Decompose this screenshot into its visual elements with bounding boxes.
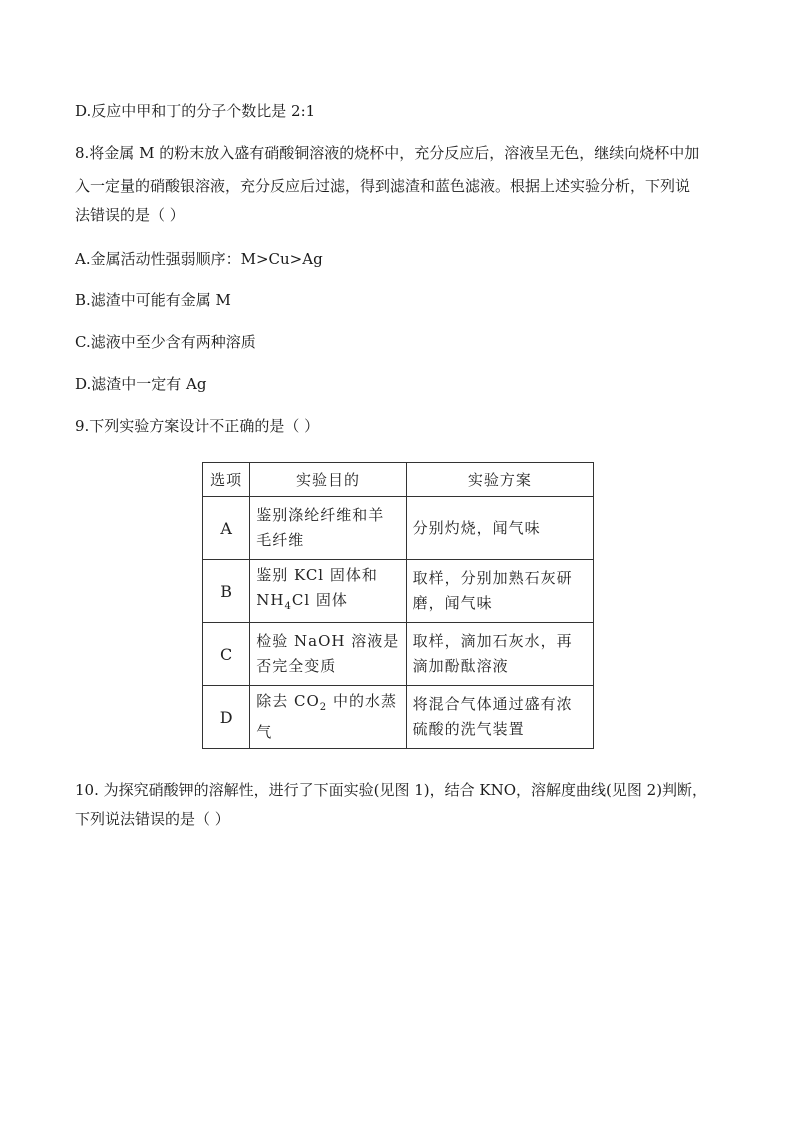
row-a-goal: 鉴别涤纶纤维和羊毛纤维 — [250, 497, 406, 560]
q8-option-d: D.滤渣中一定有 Ag — [75, 375, 207, 393]
q9-stem: 9.下列实验方案设计不正确的是（ ） — [75, 417, 320, 435]
row-b-goal-post: Cl 固体 — [291, 591, 348, 609]
row-b-goal-pre: 鉴别 KCl 固体和 NH — [256, 566, 378, 609]
q8-stem-line-3: 法错误的是（ ） — [75, 206, 185, 224]
row-d-goal — [250, 686, 406, 749]
q8-option-a: A.金属活动性强弱顺序：M>Cu>Ag — [75, 250, 323, 268]
q8-stem-line-1: 8.将金属 M 的粉末放入盛有硝酸铜溶液的烧杯中，充分反应后，溶液呈无色，继续向烧杯中加 — [75, 144, 700, 162]
row-d-goal-post: 中的水蒸气 — [256, 692, 397, 741]
q9-experiment-table-wrapper — [202, 462, 594, 749]
row-d-option: D — [203, 686, 250, 749]
q8-stem-line-2: 入一定量的硝酸银溶液，充分反应后过滤，得到滤渣和蓝色滤液。根据上述实验分析，下列说 — [75, 177, 691, 195]
q9-experiment-table — [202, 462, 594, 749]
row-a-option: A — [203, 497, 250, 560]
table-row — [203, 497, 594, 560]
q10-stem-line-1: 10. 为探究硝酸钾的溶解性，进行了下面实验(见图 1)，结合 KNO，溶解度曲线(见图 2)判断， — [75, 781, 708, 799]
row-c-plan: 取样，滴加石灰水，再滴加酚酞溶液 — [406, 623, 593, 686]
row-d-plan: 将混合气体通过盛有浓硫酸的洗气装置 — [406, 686, 593, 749]
row-b-plan: 取样，分别加熟石灰研磨，闻气味 — [406, 560, 593, 623]
header-option: 选项 — [203, 463, 250, 497]
row-b-option: B — [203, 560, 250, 623]
row-c-option: C — [203, 623, 250, 686]
row-a-plan: 分别灼烧，闻气味 — [406, 497, 593, 560]
row-b-goal — [250, 560, 406, 623]
row-c-goal: 检验 NaOH 溶液是否完全变质 — [250, 623, 406, 686]
q10-stem-line-2: 下列说法错误的是（ ） — [75, 810, 230, 828]
q8-option-c: C.滤液中至少含有两种溶质 — [75, 333, 256, 351]
table-header-row — [203, 463, 594, 497]
q8-option-b: B.滤渣中可能有金属 M — [75, 291, 231, 309]
row-d-goal-pre: 除去 CO — [256, 692, 320, 710]
header-plan: 实验方案 — [406, 463, 593, 497]
table-row — [203, 560, 594, 623]
q7-option-d: D.反应中甲和丁的分子个数比是 2:1 — [75, 102, 316, 120]
header-goal: 实验目的 — [250, 463, 406, 497]
row-b-goal-subscript: 4 — [284, 601, 292, 612]
table-row — [203, 623, 594, 686]
row-d-goal-subscript: 2 — [319, 702, 328, 713]
table-row — [203, 686, 594, 749]
